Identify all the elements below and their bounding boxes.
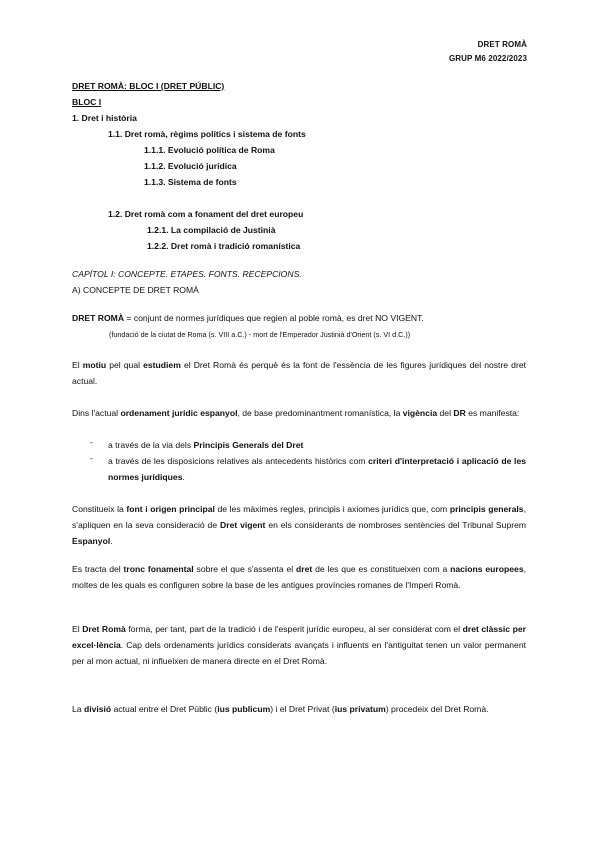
paragraph-ordenament: Dins l'actual ordenament jurídic espanyol, de base predominantment romanística, la vigència del DR es manifesta: <box>72 408 520 418</box>
header-course-title: DRET ROMÀ <box>477 40 527 49</box>
bloc-heading: BLOC I <box>72 97 102 107</box>
bullet-dash-1: - <box>90 437 93 447</box>
chapter-title: CAPÍTOL I: CONCEPTE. ETAPES. FONTS. RECEPCIONS. <box>72 269 302 279</box>
bullet-dash-2: - <box>90 453 93 463</box>
paragraph-motiu: El motiu pel qual estudiem el Dret Romà és perquè és la font de l'essència de les figures jurídiques del nostre dret actual. <box>72 360 526 386</box>
bullet-item-1: a través de la via dels Principis Generals del Dret <box>108 440 304 450</box>
toc-item-1-2-2: 1.2.2. Dret romà i tradició romanística <box>147 241 301 251</box>
bullet-item-2: a través de les disposicions relatives als antecedents històrics com criteri d'interpretació i aplicació de les normes jurídiques. <box>108 456 527 482</box>
doc-title: DRET ROMÀ: BLOC I (DRET PÚBLIC) <box>72 81 225 91</box>
toc-item-1-1-1: 1.1.1. Evolució política de Roma <box>144 145 275 155</box>
paragraph-divisio: La divisió actual entre el Dret Públic (ius publicum) i el Dret Privat (ius privatum) procedeix del Dret Romà. <box>72 704 489 714</box>
section-a-heading: A) CONCEPTE DE DRET ROMÀ <box>72 285 199 295</box>
paragraph-font-origen: Constitueix la font i origen principal de les màximes regles, principis i axiomes jurídics que, com principis generals, s'apliquen en la seva consideració de Dret vigent en els considerants de nombroses sentències del Tribunal Suprem Espanyol. <box>72 504 527 546</box>
header-group-year: GRUP M6 2022/2023 <box>448 54 527 63</box>
toc-item-1-1-2: 1.1.2. Evolució jurídica <box>144 161 237 171</box>
toc-item-1-2: 1.2. Dret romà com a fonament del dret europeu <box>108 209 304 219</box>
definition-line <box>72 313 424 324</box>
toc-item-1-1-3: 1.1.3. Sistema de fonts <box>144 177 237 187</box>
paragraph-tronc: Es tracta del tronc fonamental sobre el que s'assenta el dret de les que es constitueixen com a nacions europees, moltes de les quals es configuren sobre la base de les antigues províncies romanes de l'Imperi Romà. <box>72 564 527 590</box>
definition-term: DRET ROMÀ <box>72 313 125 323</box>
paragraph-tradicio: El Dret Romà forma, per tant, part de la tradició i de l'esperit jurídic europeu, al ser considerat com el dret clàssic per excel·lència. Cap dels ordenaments jurídics considerats avançats i influents en l'antiguitat tenen un valor permanent per al mon actual, ni influeixen de manera directe en el Dret Romà. <box>72 624 526 666</box>
toc-item-1-2-1: 1.2.1. La compilació de Justinià <box>147 225 276 235</box>
definition-text: = conjunt de normes jurídiques que regien al poble romà, es dret NO VIGENT. <box>124 313 424 323</box>
toc-item-1-1: 1.1. Dret romà, règims polítics i sistema de fonts <box>108 129 306 139</box>
definition-note: (fundació de la ciutat de Roma (s. VIII a.C.) - mort de l'Emperador Justinià d'Orient (s. VI d.C.)) <box>109 330 411 339</box>
toc-item-1: 1. Dret i història <box>72 113 137 123</box>
